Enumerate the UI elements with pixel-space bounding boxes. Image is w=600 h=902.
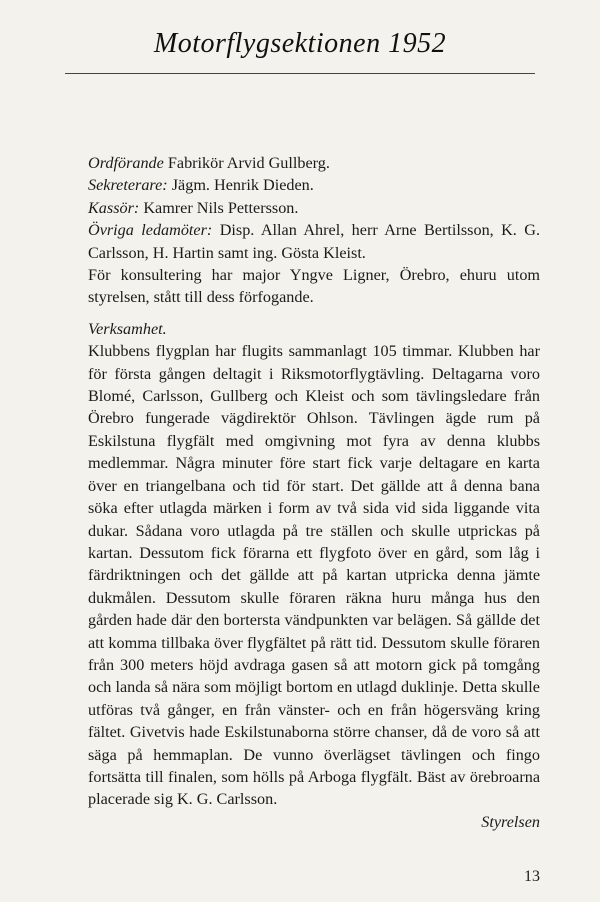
chair-name: Fabrikör Arvid Gullberg.	[167, 154, 330, 172]
board-others	[88, 219, 540, 264]
page-title: Motorflygsektionen 1952	[153, 28, 447, 59]
section-gap	[88, 309, 540, 318]
signature: Styrelsen	[481, 812, 540, 831]
main-content	[88, 152, 540, 833]
consult-paragraph: För konsultering har major Yngve Ligner, Örebro, ehuru utom styrelsen, stått till dess förfogande.	[88, 266, 540, 307]
page-number: 13	[524, 868, 540, 885]
treasurer-name: Kamrer Nils Pettersson.	[143, 198, 299, 217]
chair-role: Ordförande	[88, 154, 164, 172]
activity-body: Klubbens flygplan har flugits sammanlagt 105 timmar. Klubben har för första gången deltagit i Riksmotorflygtävling. Deltagarna voro Blomé, Carlsson, Gullberg och Kleist och som tävlingsledare från Örebro fungerade vägdirektör Ohlson. Tävlingen ägde rum på Eskilstuna flygfält med omgivning mot fyra av denna klubbs medlemmar. Några minuter före start fick varje deltagare en karta över en triangelbana och tid för start. Det gällde att å denna bana söka efter utlagda märken i form av två sida vid sida liggande vita dukar. Sådana voro utlagda på tre ställen och skulle utprickas på kartan. Dessutom fick förarna ett flygfoto över en gård, som låg i färdriktningen och det gällde att på kartan utpricka denna jämte dukmålen. Dessutom skulle föraren räkna huru många hus den gården hade där den bortersta vändpunkten var belägen. Så gällde det att komma tillbaka över flygfältet på rätt tid. Dessutom skulle föraren från 300 meters höjd avdraga gasen så att motorn gick på tomgång och landa så nära som möjligt bortom en utlagd duklinje. Detta skulle utföras två gånger, en från vänster- och en från högersväng kring fältet. Givetvis hade Eskilstunaborna större chanser, då de voro så att säga på hemmaplan. De vunno överlägset tävlingen och fingo fortsätta till finalen, som hölls på Arboga flygfält. Bäst av örebroarna placerade sig K. G. Carlsson.	[88, 342, 540, 809]
secretary-name: Jägm. Henrik Dieden.	[171, 176, 314, 195]
activity-heading: Verksamhet.	[88, 319, 167, 338]
others-names: Disp. Allan Ahrel, herr Arne Bertilsson, K. G. Carlsson, H. Hartin samt ing. Gösta Kleist.	[88, 221, 541, 262]
board-treasurer	[88, 197, 540, 219]
board-chair	[88, 152, 540, 174]
others-role: Övriga ledamöter:	[88, 221, 213, 240]
secretary-role: Sekreterare:	[88, 176, 168, 195]
treasurer-role: Kassör:	[88, 198, 140, 217]
board-secretary	[88, 174, 540, 196]
title-rule	[65, 73, 535, 74]
